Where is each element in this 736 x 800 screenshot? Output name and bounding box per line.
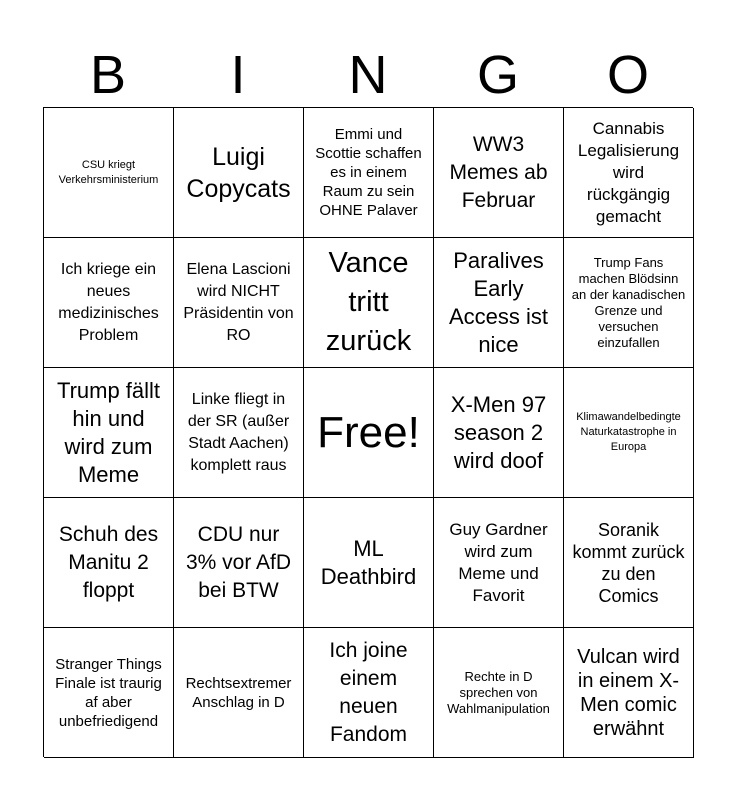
bingo-cell-1-1[interactable]: CSU kriegt Verkehrsministerium [44,108,174,238]
header-letter-n: N [348,45,388,105]
bingo-cell-5-3[interactable]: Ich joine einem neuen Fandom [304,628,434,758]
bingo-cell-1-4[interactable]: WW3 Memes ab Februar [434,108,564,238]
bingo-cell-4-1[interactable]: Schuh des Manitu 2 floppt [44,498,174,628]
header-letter-o: O [606,45,649,105]
bingo-header [43,44,693,106]
bingo-cell-2-5[interactable]: Trump Fans machen Blödsinn an der kanadischen Grenze und versuchen einzufallen [564,238,694,368]
header-letter-g: G [476,45,519,105]
bingo-cell-4-4[interactable]: Guy Gardner wird zum Meme und Favorit [434,498,564,628]
bingo-cell-5-4[interactable]: Rechte in D sprechen von Wahlmanipulation [434,628,564,758]
header-letter-i: I [230,45,246,105]
bingo-cell-1-2[interactable]: Luigi Copycats [174,108,304,238]
bingo-cell-1-3[interactable]: Emmi und Scottie schaffen es in einem Raum zu sein OHNE Palaver [304,108,434,238]
bingo-cell-2-2[interactable]: Elena Lascioni wird NICHT Präsidentin von RO [174,238,304,368]
bingo-cell-4-3[interactable]: ML Deathbird [304,498,434,628]
bingo-cell-5-1[interactable]: Stranger Things Finale ist traurig af aber unbefriedigend [44,628,174,758]
bingo-cell-3-5[interactable]: Klimawandelbedingte Naturkatastrophe in Europa [564,368,694,498]
bingo-grid [43,107,693,757]
bingo-free-space[interactable]: Free! [304,368,434,498]
bingo-cell-4-2[interactable]: CDU nur 3% vor AfD bei BTW [174,498,304,628]
bingo-cell-2-3[interactable]: Vance tritt zurück [304,238,434,368]
bingo-cell-1-5[interactable]: Cannabis Legalisierung wird rückgängig gemacht [564,108,694,238]
bingo-cell-3-2[interactable]: Linke fliegt in der SR (außer Stadt Aachen) komplett raus [174,368,304,498]
header-letter-b: B [89,45,127,105]
bingo-cell-2-1[interactable]: Ich kriege ein neues medizinisches Problem [44,238,174,368]
bingo-cell-3-4[interactable]: X-Men 97 season 2 wird doof [434,368,564,498]
bingo-cell-5-5[interactable]: Vulcan wird in einem X-Men comic erwähnt [564,628,694,758]
bingo-cell-5-2[interactable]: Rechtsextremer Anschlag in D [174,628,304,758]
bingo-cell-4-5[interactable]: Soranik kommt zurück zu den Comics [564,498,694,628]
bingo-cell-3-1[interactable]: Trump fällt hin und wird zum Meme [44,368,174,498]
bingo-cell-2-4[interactable]: Paralives Early Access ist nice [434,238,564,368]
